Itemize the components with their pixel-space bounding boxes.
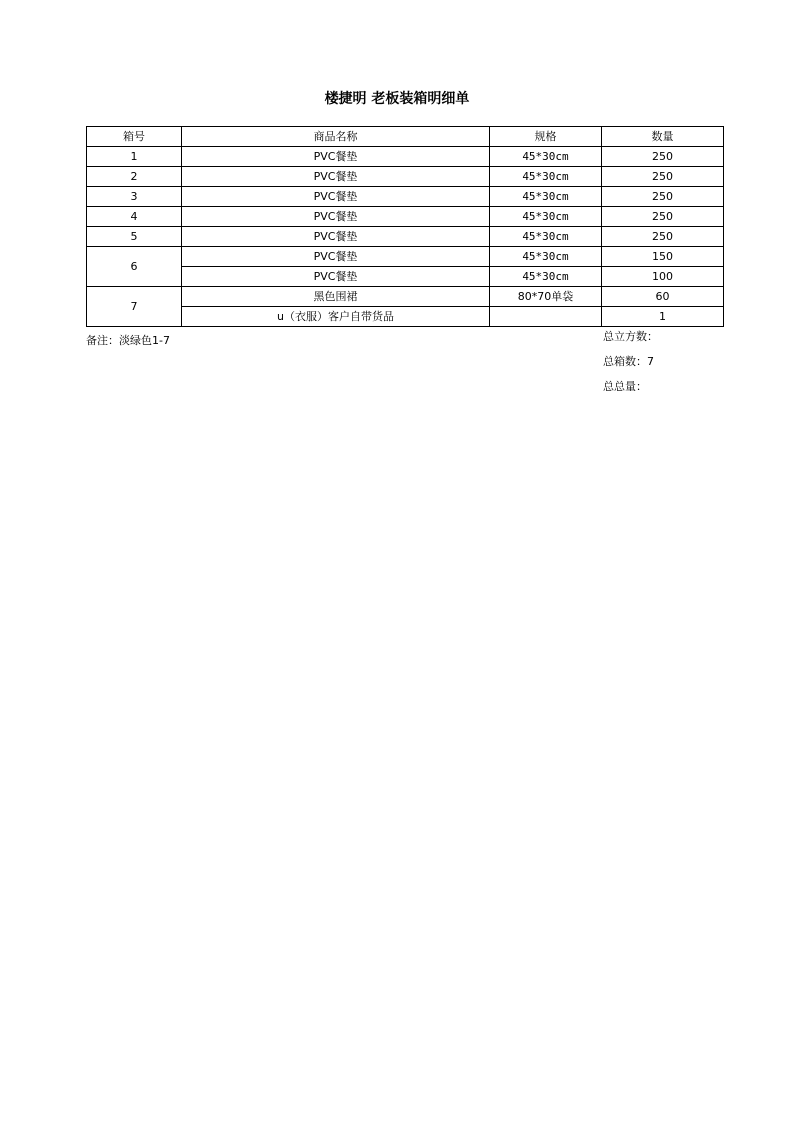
product-name-cell: u（衣服）客户自带货品 xyxy=(182,307,490,327)
header-quantity: 数量 xyxy=(602,127,724,147)
box-no-cell: 6 xyxy=(87,247,182,287)
header-spec: 规格 xyxy=(490,127,602,147)
spec-cell: 45*30cm xyxy=(490,227,602,247)
product-name-cell: PVC餐垫 xyxy=(182,267,490,287)
product-name-cell: 黑色围裙 xyxy=(182,287,490,307)
product-name-cell: PVC餐垫 xyxy=(182,187,490,207)
spec-cell: 45*30cm xyxy=(490,267,602,287)
quantity-cell: 1 xyxy=(602,307,724,327)
box-no-cell: 1 xyxy=(87,147,182,167)
table-row xyxy=(87,307,724,327)
table-row xyxy=(87,167,724,187)
total-weight-label: 总总量： xyxy=(603,380,647,393)
spec-cell: 45*30cm xyxy=(490,147,602,167)
header-box-no: 箱号 xyxy=(87,127,182,147)
quantity-cell: 250 xyxy=(602,227,724,247)
box-no-cell: 4 xyxy=(87,207,182,227)
header-product-name: 商品名称 xyxy=(182,127,490,147)
summary-block xyxy=(603,329,658,404)
table-row xyxy=(87,147,724,167)
spec-cell: 45*30cm xyxy=(490,187,602,207)
product-name-cell: PVC餐垫 xyxy=(182,147,490,167)
quantity-cell: 250 xyxy=(602,147,724,167)
spec-cell: 80*70单袋 xyxy=(490,287,602,307)
spec-cell: 45*30cm xyxy=(490,167,602,187)
table-header-row xyxy=(87,127,724,147)
quantity-cell: 60 xyxy=(602,287,724,307)
product-name-cell: PVC餐垫 xyxy=(182,227,490,247)
table-row xyxy=(87,247,724,267)
remarks-note: 备注：淡绿色1-7 xyxy=(86,334,170,347)
quantity-cell: 250 xyxy=(602,167,724,187)
box-no-cell: 2 xyxy=(87,167,182,187)
table-row xyxy=(87,207,724,227)
total-boxes-label: 总箱数：7 xyxy=(603,355,654,368)
product-name-cell: PVC餐垫 xyxy=(182,207,490,227)
quantity-cell: 250 xyxy=(602,207,724,227)
table-row xyxy=(87,187,724,207)
spec-cell: 45*30cm xyxy=(490,207,602,227)
quantity-cell: 250 xyxy=(602,187,724,207)
table-row xyxy=(87,227,724,247)
box-no-cell: 3 xyxy=(87,187,182,207)
product-name-cell: PVC餐垫 xyxy=(182,167,490,187)
total-volume-label: 总立方数： xyxy=(603,330,658,343)
page-title: 楼捷明 老板装箱明细单 xyxy=(324,91,470,107)
packing-table xyxy=(86,126,724,327)
product-name-cell: PVC餐垫 xyxy=(182,247,490,267)
spec-cell xyxy=(490,307,602,327)
table-row xyxy=(87,287,724,307)
box-no-cell: 5 xyxy=(87,227,182,247)
quantity-cell: 150 xyxy=(602,247,724,267)
box-no-cell: 7 xyxy=(87,287,182,327)
spec-cell: 45*30cm xyxy=(490,247,602,267)
table-row xyxy=(87,267,724,287)
quantity-cell: 100 xyxy=(602,267,724,287)
